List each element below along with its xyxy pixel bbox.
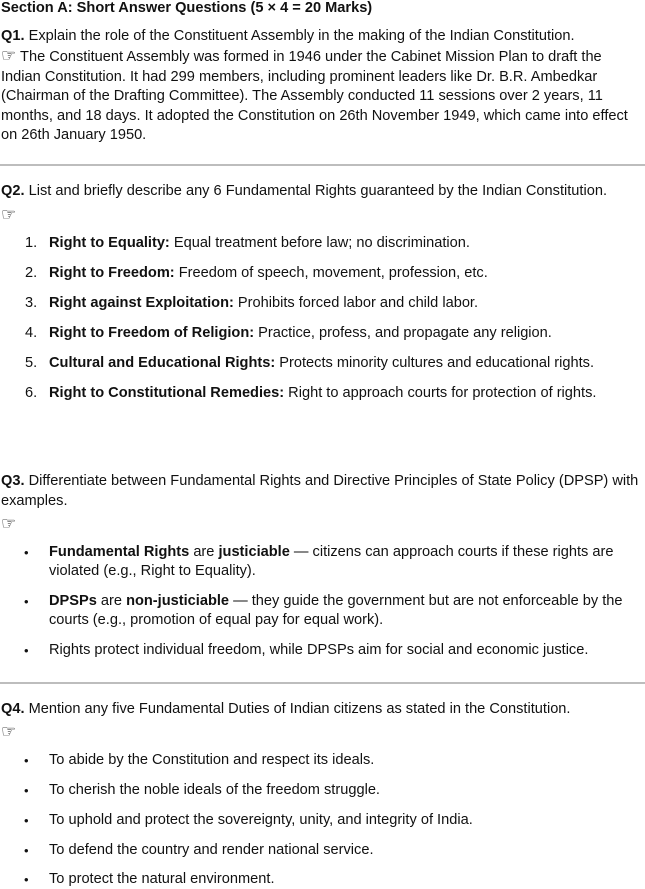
- pointing-hand-icon: ☞: [1, 46, 17, 65]
- list-item-term: non-justiciable: [126, 593, 230, 609]
- list-item-term: Right against Exploitation:: [49, 295, 234, 311]
- bullet: •: [24, 783, 29, 798]
- list-number: 6.: [25, 385, 38, 401]
- bullet: •: [24, 872, 29, 887]
- list-item-term: Right to Freedom:: [49, 265, 175, 281]
- list-item-text: Equal treatment before law; no discrimination.: [169, 235, 470, 251]
- list-item-text: Protects minority cultures and educational rights.: [275, 355, 595, 371]
- list-item-text: To uphold and protect the sovereignty, unity, and integrity of India.: [49, 812, 473, 828]
- divider: [0, 682, 645, 684]
- bullet: •: [24, 843, 29, 858]
- answer-text: The Constituent Assembly was formed in 1946 under the Cabinet Mission Plan to draft the Indian Constitution. It had 299 members, including prominent leaders like Dr. B.R. Ambedkar (Chairman of the Drafting Committee). The Assembly conducted 11 sessions over 2 years, 11 months, and 18 days. It adopted the Constitution on 26th November 1949, which came into effect on 26th January 1950.: [1, 49, 628, 143]
- bullet: •: [24, 594, 29, 609]
- list-item-text: Freedom of speech, movement, profession, etc.: [174, 265, 488, 281]
- list-item-term: Right to Constitutional Remedies:: [49, 385, 285, 401]
- question-4: [1, 700, 641, 720]
- bullet: •: [24, 753, 29, 768]
- question-number: Q2.: [1, 183, 25, 199]
- list-number: 5.: [25, 355, 38, 371]
- question-text: Mention any five Fundamental Duties of Indian citizens as stated in the Constitution.: [24, 701, 571, 717]
- list-item-text: Prohibits forced labor and child labor.: [233, 295, 479, 311]
- pointing-hand-icon: ☞: [1, 722, 17, 741]
- list-item-term: Cultural and Educational Rights:: [49, 355, 276, 371]
- question-text: Differentiate between Fundamental Rights and Directive Principles of State Policy (DPSP) with examples.: [1, 473, 639, 509]
- question-text: Explain the role of the Constituent Assembly in the making of the Indian Constitution.: [24, 28, 575, 44]
- list-item-text: Rights protect individual freedom, while DPSPs aim for social and economic justice.: [49, 642, 589, 658]
- question-2: [1, 182, 641, 202]
- list-item-text: Practice, profess, and propagate any religion.: [254, 325, 552, 341]
- list-item-term: DPSPs: [49, 593, 97, 609]
- list-number: 3.: [25, 295, 38, 311]
- list-item-text: are: [189, 544, 219, 560]
- list-item-term: Fundamental Rights: [49, 544, 190, 560]
- question-number: Q4.: [1, 701, 25, 717]
- question-1: [1, 27, 641, 47]
- list-item-text: To cherish the noble ideals of the freedom struggle.: [49, 782, 380, 798]
- list-number: 4.: [25, 325, 38, 341]
- list-item-text: To protect the natural environment.: [49, 871, 275, 887]
- bullet: •: [24, 643, 29, 658]
- list-number: 1.: [25, 235, 38, 251]
- list-item-term: Right to Freedom of Religion:: [49, 325, 255, 341]
- pointing-hand-icon: ☞: [1, 205, 17, 224]
- list-item-text: Right to approach courts for protection of rights.: [284, 385, 597, 401]
- question-number: Q1.: [1, 28, 25, 44]
- section-title: Section A: Short Answer Questions (5 × 4 = 20 Marks): [1, 0, 373, 16]
- list-item-term: Right to Equality:: [49, 235, 170, 251]
- list-item-text: To defend the country and render national service.: [49, 842, 374, 858]
- list-item-text: — they guide the government but are not enforceable by the courts (e.g., promotion of equal pay for equal work).: [49, 593, 623, 628]
- question-3: [1, 472, 641, 511]
- list-item-term: justiciable: [218, 544, 290, 560]
- list-item-text: are: [96, 593, 127, 609]
- question-text: List and briefly describe any 6 Fundamental Rights guaranteed by the Indian Constitution.: [24, 183, 608, 199]
- bullet: •: [24, 813, 29, 828]
- question-number: Q3.: [1, 473, 25, 489]
- answer-1: [1, 47, 639, 146]
- divider: [0, 164, 645, 166]
- bullet: •: [24, 545, 29, 560]
- list-number: 2.: [25, 265, 38, 281]
- list-item-text: — citizens can approach courts if these rights are violated (e.g., Right to Equality).: [49, 544, 614, 579]
- pointing-hand-icon: ☞: [1, 514, 17, 533]
- list-item-text: To abide by the Constitution and respect its ideals.: [49, 752, 375, 768]
